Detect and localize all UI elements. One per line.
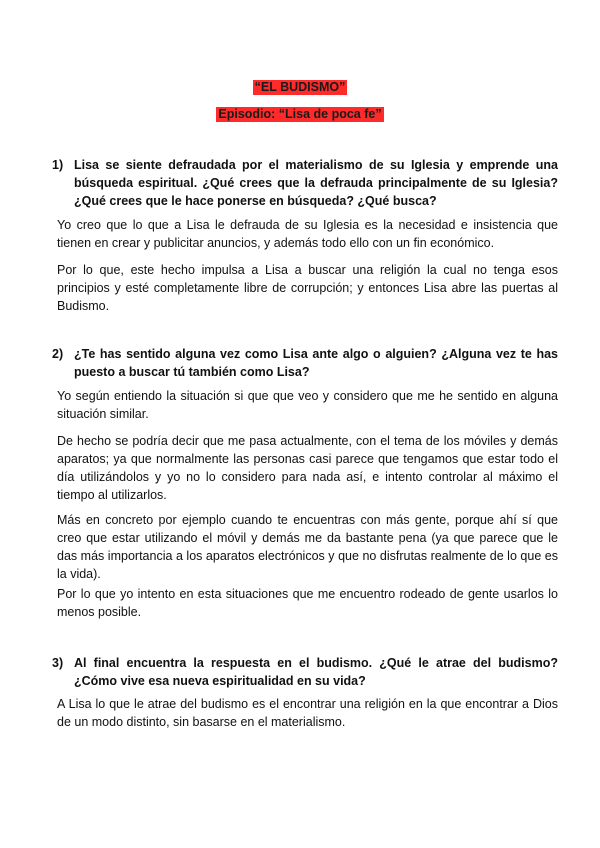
answer-1-paragraph-1: Yo creo que lo que a Lisa le defrauda de su Iglesia es la necesidad e insistencia que tienen en crear y publicitar anuncios, y además todo ello con un fin económico.	[57, 218, 558, 250]
question-2-text: ¿Te has sentido alguna vez como Lisa ante algo o alguien? ¿Alguna vez te has puesto a buscar tú también como Lisa?	[74, 347, 558, 379]
question-2-number: 2)	[52, 347, 64, 361]
question-3-number: 3)	[52, 656, 64, 670]
question-2	[52, 345, 558, 381]
question-1-text: Lisa se siente defraudada por el materialismo de su Iglesia y emprende una búsqueda espiritual. ¿Qué crees que la defrauda principalmente de su Iglesia? ¿Qué crees que le hace ponerse en búsqueda? ¿Qué busca?	[74, 158, 558, 208]
answer-2-paragraph-3: Más en concreto por ejemplo cuando te encuentras con más gente, porque ahí sí que creo que estar utilizando el móvil y demás me da bastante pena (ya que parece que le das más importancia a los aparatos electrónicos y que no disfrutas realmente de lo que es la vida).	[57, 513, 558, 581]
question-3	[52, 654, 558, 690]
question-3-text: Al final encuentra la respuesta en el budismo. ¿Qué le atrae del budismo? ¿Cómo vive esa nueva espiritualidad en su vida?	[74, 656, 558, 688]
question-1-number: 1)	[52, 158, 64, 172]
answer-2-paragraph-2: De hecho se podría decir que me pasa actualmente, con el tema de los móviles y demás aparatos; ya que normalmente las personas casi parece que tengamos que estar todo el día utilizándolos y yo no lo considero para nada así, e intento controlar al máximo el tiempo al utilizarlos.	[57, 434, 558, 502]
answer-2-paragraph-4: Por lo que yo intento en esta situaciones que me encuentro rodeado de gente usarlos lo menos posible.	[57, 587, 558, 619]
question-1	[52, 156, 558, 210]
answer-1-paragraph-2: Por lo que, este hecho impulsa a Lisa a buscar una religión la cual no tenga esos principios y esté completamente libre de corrupción; y entonces Lisa abre las puertas al Budismo.	[57, 263, 558, 313]
answer-2-paragraph-1: Yo según entiendo la situación si que que veo y considero que me he sentido en alguna situación similar.	[57, 389, 558, 421]
episode-subtitle: Episodio: “Lisa de poca fe”	[218, 107, 382, 121]
answer-3-paragraph-1: A Lisa lo que le atrae del budismo es el encontrar una religión en la que encontrar a Dios de un modo distinto, sin basarse en el materialismo.	[57, 697, 558, 729]
document-header	[0, 78, 600, 132]
document-title: “EL BUDISMO”	[254, 80, 346, 94]
